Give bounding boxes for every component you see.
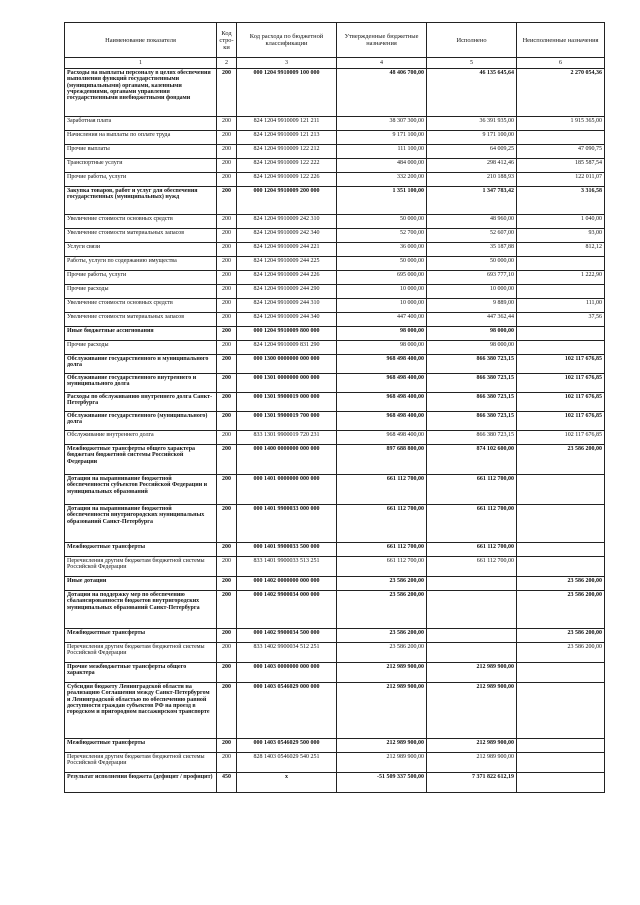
table-row — [65, 643, 605, 663]
row-executed-amount: 874 102 600,00 — [427, 445, 517, 475]
row-name: Прочие работы, услуги — [65, 271, 217, 285]
row-unexecuted-amount: 812,12 — [517, 243, 605, 257]
row-executed-amount: 46 135 645,64 — [427, 69, 517, 117]
row-classification-code: 828 1403 0546029 540 251 — [237, 753, 337, 773]
row-line-code: 200 — [217, 159, 237, 173]
row-classification-code: 000 1402 9900034 500 000 — [237, 629, 337, 643]
row-unexecuted-amount: 102 117 676,85 — [517, 355, 605, 374]
row-executed-amount: 36 391 935,00 — [427, 117, 517, 131]
row-name: Услуги связи — [65, 243, 217, 257]
row-approved-amount: 52 700,00 — [337, 229, 427, 243]
row-executed-amount: 98 000,00 — [427, 341, 517, 355]
row-line-code: 200 — [217, 341, 237, 355]
row-approved-amount: 48 406 700,00 — [337, 69, 427, 117]
row-classification-code: 824 1204 9910009 122 226 — [237, 173, 337, 187]
row-unexecuted-amount — [517, 285, 605, 299]
row-name: Обслуживание внутреннего долга — [65, 431, 217, 445]
table-row — [65, 299, 605, 313]
row-executed-amount: 661 112 700,00 — [427, 543, 517, 557]
row-name: Результат исполнения бюджета (дефицит / профицит) — [65, 773, 217, 793]
row-classification-code: 824 1204 9910009 242 310 — [237, 215, 337, 229]
row-line-code: 200 — [217, 591, 237, 629]
budget-report-page — [64, 22, 604, 793]
row-classification-code: 000 1403 0546029 500 000 — [237, 739, 337, 753]
row-executed-amount — [427, 591, 517, 629]
row-unexecuted-amount: 47 090,75 — [517, 145, 605, 159]
row-line-code: 200 — [217, 431, 237, 445]
row-line-code: 200 — [217, 131, 237, 145]
row-approved-amount: 968 498 400,00 — [337, 355, 427, 374]
row-executed-amount: 64 009,25 — [427, 145, 517, 159]
row-approved-amount: 212 989 900,00 — [337, 753, 427, 773]
row-classification-code: 824 1204 9910009 122 212 — [237, 145, 337, 159]
row-classification-code: 824 1204 9910009 122 222 — [237, 159, 337, 173]
row-approved-amount: 695 000,00 — [337, 271, 427, 285]
row-line-code: 200 — [217, 257, 237, 271]
row-unexecuted-amount — [517, 739, 605, 753]
row-unexecuted-amount — [517, 131, 605, 145]
header-line-code: Код стро-ки — [217, 23, 237, 58]
row-line-code: 200 — [217, 313, 237, 327]
table-row — [65, 271, 605, 285]
row-line-code: 200 — [217, 229, 237, 243]
row-line-code: 200 — [217, 663, 237, 683]
row-classification-code: 000 1400 0000000 000 000 — [237, 445, 337, 475]
row-unexecuted-amount: 102 117 676,85 — [517, 412, 605, 431]
table-row — [65, 557, 605, 577]
row-approved-amount: 332 200,00 — [337, 173, 427, 187]
row-name: Прочие выплаты — [65, 145, 217, 159]
row-name: Прочие работы, услуги — [65, 173, 217, 187]
row-unexecuted-amount: 23 586 200,00 — [517, 591, 605, 629]
row-name: Обслуживание государственного внутреннего и муниципального долга — [65, 374, 217, 393]
column-number: 5 — [427, 58, 517, 69]
row-name: Дотации на выравнивание бюджетной обеспеченности субъектов Российской Федерации и муниципальных образований — [65, 475, 217, 505]
row-unexecuted-amount: 3 316,58 — [517, 187, 605, 215]
row-unexecuted-amount: 23 586 200,00 — [517, 577, 605, 591]
row-classification-code: 000 1204 9910009 100 000 — [237, 69, 337, 117]
row-approved-amount: 661 112 700,00 — [337, 505, 427, 543]
row-executed-amount: 48 960,00 — [427, 215, 517, 229]
row-approved-amount: 23 586 200,00 — [337, 577, 427, 591]
row-executed-amount: 35 187,88 — [427, 243, 517, 257]
table-row — [65, 445, 605, 475]
table-row — [65, 173, 605, 187]
row-line-code: 200 — [217, 299, 237, 313]
row-approved-amount: 10 000,00 — [337, 299, 427, 313]
row-classification-code: 000 1403 0546029 000 000 — [237, 683, 337, 739]
row-name: Прочие расходы — [65, 285, 217, 299]
row-unexecuted-amount — [517, 257, 605, 271]
row-name: Увеличение стоимости основных средств — [65, 299, 217, 313]
row-executed-amount: 9 889,00 — [427, 299, 517, 313]
row-executed-amount: 7 371 822 612,19 — [427, 773, 517, 793]
table-row — [65, 543, 605, 557]
row-line-code: 200 — [217, 577, 237, 591]
row-unexecuted-amount: 37,56 — [517, 313, 605, 327]
row-classification-code: 833 1402 9900034 512 251 — [237, 643, 337, 663]
table-row — [65, 753, 605, 773]
column-number: 6 — [517, 58, 605, 69]
row-executed-amount: 212 989 900,00 — [427, 683, 517, 739]
table-row — [65, 355, 605, 374]
row-line-code: 200 — [217, 643, 237, 663]
table-row — [65, 69, 605, 117]
row-unexecuted-amount: 93,00 — [517, 229, 605, 243]
row-classification-code: 824 1204 9910009 244 225 — [237, 257, 337, 271]
table-row — [65, 131, 605, 145]
row-unexecuted-amount: 2 270 054,36 — [517, 69, 605, 117]
table-row — [65, 475, 605, 505]
row-executed-amount: 447 362,44 — [427, 313, 517, 327]
column-number: 4 — [337, 58, 427, 69]
row-executed-amount: 1 347 783,42 — [427, 187, 517, 215]
row-name: Иные бюджетные ассигнования — [65, 327, 217, 341]
row-approved-amount: 9 171 100,00 — [337, 131, 427, 145]
row-executed-amount: 866 380 723,15 — [427, 412, 517, 431]
column-number: 2 — [217, 58, 237, 69]
row-name: Начисления на выплаты по оплате труда — [65, 131, 217, 145]
row-approved-amount: 10 000,00 — [337, 285, 427, 299]
table-row — [65, 313, 605, 327]
row-classification-code: 000 1402 9900034 000 000 — [237, 591, 337, 629]
row-approved-amount: 484 000,00 — [337, 159, 427, 173]
row-unexecuted-amount — [517, 753, 605, 773]
row-line-code: 200 — [217, 69, 237, 117]
row-classification-code: x — [237, 773, 337, 793]
row-approved-amount: 1 351 100,00 — [337, 187, 427, 215]
table-row — [65, 773, 605, 793]
column-number: 1 — [65, 58, 217, 69]
row-line-code: 200 — [217, 475, 237, 505]
row-classification-code: 824 1204 9910009 121 211 — [237, 117, 337, 131]
row-name: Увеличение стоимости материальных запасов — [65, 229, 217, 243]
row-executed-amount: 212 989 900,00 — [427, 753, 517, 773]
row-approved-amount: 968 498 400,00 — [337, 393, 427, 412]
column-number: 3 — [237, 58, 337, 69]
table-row — [65, 257, 605, 271]
row-unexecuted-amount — [517, 557, 605, 577]
row-executed-amount: 212 989 900,00 — [427, 739, 517, 753]
row-unexecuted-amount — [517, 505, 605, 543]
row-classification-code: 000 1402 0000000 000 000 — [237, 577, 337, 591]
row-unexecuted-amount: 23 586 200,00 — [517, 445, 605, 475]
row-approved-amount: 661 112 700,00 — [337, 475, 427, 505]
row-classification-code: 824 1204 9910009 121 213 — [237, 131, 337, 145]
row-name: Межбюджетные трансферты — [65, 739, 217, 753]
row-approved-amount: 968 498 400,00 — [337, 412, 427, 431]
table-row — [65, 117, 605, 131]
row-classification-code: 824 1204 9910009 242 340 — [237, 229, 337, 243]
row-executed-amount: 50 000,00 — [427, 257, 517, 271]
row-executed-amount: 866 380 723,15 — [427, 393, 517, 412]
row-unexecuted-amount: 111,00 — [517, 299, 605, 313]
header-executed: Исполнено — [427, 23, 517, 58]
row-classification-code: 824 1204 9910009 244 221 — [237, 243, 337, 257]
row-executed-amount: 866 380 723,15 — [427, 355, 517, 374]
row-approved-amount: 212 989 900,00 — [337, 739, 427, 753]
row-line-code: 200 — [217, 412, 237, 431]
row-unexecuted-amount: 23 586 200,00 — [517, 629, 605, 643]
row-unexecuted-amount: 23 586 200,00 — [517, 643, 605, 663]
row-name: Перечисления другим бюджетам бюджетной системы Российской Федерации — [65, 643, 217, 663]
table-row — [65, 431, 605, 445]
row-executed-amount — [427, 577, 517, 591]
row-classification-code: 000 1301 9900019 700 000 — [237, 412, 337, 431]
row-executed-amount: 693 777,10 — [427, 271, 517, 285]
row-approved-amount: 212 989 900,00 — [337, 683, 427, 739]
row-classification-code: 000 1204 9910009 200 000 — [237, 187, 337, 215]
row-unexecuted-amount: 1 915 365,00 — [517, 117, 605, 131]
row-approved-amount: 968 498 400,00 — [337, 431, 427, 445]
row-line-code: 200 — [217, 543, 237, 557]
table-row — [65, 327, 605, 341]
row-name: Межбюджетные трансферты общего характера бюджетам бюджетной системы Российской Федерации — [65, 445, 217, 475]
row-name: Увеличение стоимости материальных запасов — [65, 313, 217, 327]
row-line-code: 200 — [217, 355, 237, 374]
row-unexecuted-amount — [517, 475, 605, 505]
row-line-code: 450 — [217, 773, 237, 793]
row-executed-amount: 661 112 700,00 — [427, 505, 517, 543]
row-approved-amount: 897 688 800,00 — [337, 445, 427, 475]
row-name: Расходы по обслуживанию внутреннего долга Санкт-Петербурга — [65, 393, 217, 412]
row-classification-code: 824 1204 9910009 244 310 — [237, 299, 337, 313]
row-line-code: 200 — [217, 557, 237, 577]
row-name: Прочие расходы — [65, 341, 217, 355]
row-unexecuted-amount: 1 040,00 — [517, 215, 605, 229]
row-unexecuted-amount: 102 117 676,85 — [517, 431, 605, 445]
row-executed-amount: 210 188,93 — [427, 173, 517, 187]
row-unexecuted-amount: 185 587,54 — [517, 159, 605, 173]
table-row — [65, 243, 605, 257]
row-approved-amount: 23 586 200,00 — [337, 591, 427, 629]
row-classification-code: 000 1300 0000000 000 000 — [237, 355, 337, 374]
row-line-code: 200 — [217, 117, 237, 131]
table-row — [65, 505, 605, 543]
row-classification-code: 000 1403 0000000 000 000 — [237, 663, 337, 683]
table-header-row — [65, 23, 605, 58]
row-approved-amount: 98 000,00 — [337, 327, 427, 341]
row-unexecuted-amount — [517, 543, 605, 557]
row-executed-amount: 661 112 700,00 — [427, 475, 517, 505]
row-classification-code: 000 1204 9910009 800 000 — [237, 327, 337, 341]
row-approved-amount: 661 112 700,00 — [337, 543, 427, 557]
row-unexecuted-amount: 122 011,07 — [517, 173, 605, 187]
row-classification-code: 000 1401 9900033 500 000 — [237, 543, 337, 557]
row-approved-amount: 212 989 900,00 — [337, 663, 427, 683]
row-unexecuted-amount: 102 117 676,85 — [517, 393, 605, 412]
header-indicator-name: Наименование показателя — [65, 23, 217, 58]
row-name: Иные дотации — [65, 577, 217, 591]
row-executed-amount: 9 171 100,00 — [427, 131, 517, 145]
row-unexecuted-amount — [517, 663, 605, 683]
row-name: Дотации на поддержку мер по обеспечению сбалансированности бюджетов внутригородских муниципальных образований Санкт-Петербурга — [65, 591, 217, 629]
row-name: Обслуживание государственного (муниципального) долга — [65, 412, 217, 431]
row-line-code: 200 — [217, 393, 237, 412]
row-executed-amount: 298 412,46 — [427, 159, 517, 173]
row-classification-code: 000 1401 9900033 000 000 — [237, 505, 337, 543]
row-line-code: 200 — [217, 243, 237, 257]
row-name: Субсидия бюджету Ленинградской области на реализацию Соглашения между Санкт-Петербургом и Ленинградской областью по обеспечению равной доступности граждан субъектов РФ на проезд в городском и пригородном пассажирском транспорте — [65, 683, 217, 739]
row-approved-amount: 38 307 300,00 — [337, 117, 427, 131]
row-line-code: 200 — [217, 683, 237, 739]
table-row — [65, 145, 605, 159]
budget-execution-table — [64, 22, 605, 793]
row-executed-amount: 866 380 723,15 — [427, 374, 517, 393]
row-name: Межбюджетные трансферты — [65, 543, 217, 557]
row-line-code: 200 — [217, 739, 237, 753]
row-name: Межбюджетные трансферты — [65, 629, 217, 643]
table-row — [65, 412, 605, 431]
row-classification-code: 000 1301 9900019 000 000 — [237, 393, 337, 412]
table-row — [65, 341, 605, 355]
row-executed-amount: 52 607,00 — [427, 229, 517, 243]
row-classification-code: 824 1204 9910009 244 340 — [237, 313, 337, 327]
row-name: Перечисления другим бюджетам бюджетной системы Российской Федерации — [65, 557, 217, 577]
row-executed-amount: 866 380 723,15 — [427, 431, 517, 445]
row-name: Перечисления другим бюджетам бюджетной системы Российской Федерации — [65, 753, 217, 773]
table-row — [65, 285, 605, 299]
row-unexecuted-amount — [517, 773, 605, 793]
row-name: Закупка товаров, работ и услуг для обеспечения государственных (муниципальных) нужд — [65, 187, 217, 215]
table-row — [65, 739, 605, 753]
row-line-code: 200 — [217, 445, 237, 475]
row-name: Прочие межбюджетные трансферты общего характера — [65, 663, 217, 683]
header-unexecuted: Неисполненные назначения — [517, 23, 605, 58]
row-executed-amount — [427, 643, 517, 663]
row-classification-code: 000 1301 0000000 000 000 — [237, 374, 337, 393]
table-body — [65, 69, 605, 793]
column-number-row — [65, 58, 605, 69]
row-executed-amount: 98 000,00 — [427, 327, 517, 341]
row-approved-amount: 50 000,00 — [337, 257, 427, 271]
row-unexecuted-amount — [517, 341, 605, 355]
row-executed-amount: 212 989 900,00 — [427, 663, 517, 683]
row-classification-code: 000 1401 0000000 000 000 — [237, 475, 337, 505]
table-row — [65, 663, 605, 683]
row-approved-amount: -51 509 337 500,00 — [337, 773, 427, 793]
row-executed-amount: 661 112 700,00 — [427, 557, 517, 577]
row-approved-amount: 50 000,00 — [337, 215, 427, 229]
row-unexecuted-amount: 1 222,90 — [517, 271, 605, 285]
header-approved: Утвержденные бюджетные назначения — [337, 23, 427, 58]
row-line-code: 200 — [217, 215, 237, 229]
row-approved-amount: 36 000,00 — [337, 243, 427, 257]
row-line-code: 200 — [217, 271, 237, 285]
table-row — [65, 374, 605, 393]
row-name: Увеличение стоимости основных средств — [65, 215, 217, 229]
row-unexecuted-amount — [517, 327, 605, 341]
table-row — [65, 577, 605, 591]
row-executed-amount: 10 000,00 — [427, 285, 517, 299]
row-line-code: 200 — [217, 145, 237, 159]
row-classification-code: 824 1204 9910009 244 226 — [237, 271, 337, 285]
row-name: Транспортные услуги — [65, 159, 217, 173]
row-executed-amount — [427, 629, 517, 643]
row-name: Работы, услуги по содержанию имущества — [65, 257, 217, 271]
row-line-code: 200 — [217, 374, 237, 393]
row-line-code: 200 — [217, 505, 237, 543]
row-approved-amount: 661 112 700,00 — [337, 557, 427, 577]
table-row — [65, 159, 605, 173]
header-budget-classification: Код расхода по бюджетной классификации — [237, 23, 337, 58]
row-line-code: 200 — [217, 285, 237, 299]
row-classification-code: 833 1301 9900019 720 231 — [237, 431, 337, 445]
row-line-code: 200 — [217, 327, 237, 341]
row-unexecuted-amount — [517, 683, 605, 739]
table-row — [65, 591, 605, 629]
table-row — [65, 683, 605, 739]
row-classification-code: 824 1204 9910009 244 290 — [237, 285, 337, 299]
row-line-code: 200 — [217, 173, 237, 187]
row-line-code: 200 — [217, 187, 237, 215]
row-name: Обслуживание государственного и муниципального долга — [65, 355, 217, 374]
table-row — [65, 187, 605, 215]
row-approved-amount: 447 400,00 — [337, 313, 427, 327]
table-row — [65, 229, 605, 243]
row-line-code: 200 — [217, 629, 237, 643]
table-row — [65, 629, 605, 643]
row-approved-amount: 98 000,00 — [337, 341, 427, 355]
row-approved-amount: 968 498 400,00 — [337, 374, 427, 393]
table-row — [65, 215, 605, 229]
row-approved-amount: 111 100,00 — [337, 145, 427, 159]
table-row — [65, 393, 605, 412]
row-classification-code: 824 1204 9910009 831 290 — [237, 341, 337, 355]
row-unexecuted-amount: 102 117 676,85 — [517, 374, 605, 393]
row-classification-code: 833 1401 9900033 513 251 — [237, 557, 337, 577]
row-name: Расходы на выплаты персоналу в целях обеспечения выполнения функций государственными (муниципальными) органами, казенными учреждениями, органами управления государственными внебюджетными фондами — [65, 69, 217, 117]
row-line-code: 200 — [217, 753, 237, 773]
row-name: Заработная плата — [65, 117, 217, 131]
row-name: Дотации на выравнивание бюджетной обеспеченности внутригородских муниципальных образований Санкт-Петербурга — [65, 505, 217, 543]
row-approved-amount: 23 586 200,00 — [337, 643, 427, 663]
row-approved-amount: 23 586 200,00 — [337, 629, 427, 643]
